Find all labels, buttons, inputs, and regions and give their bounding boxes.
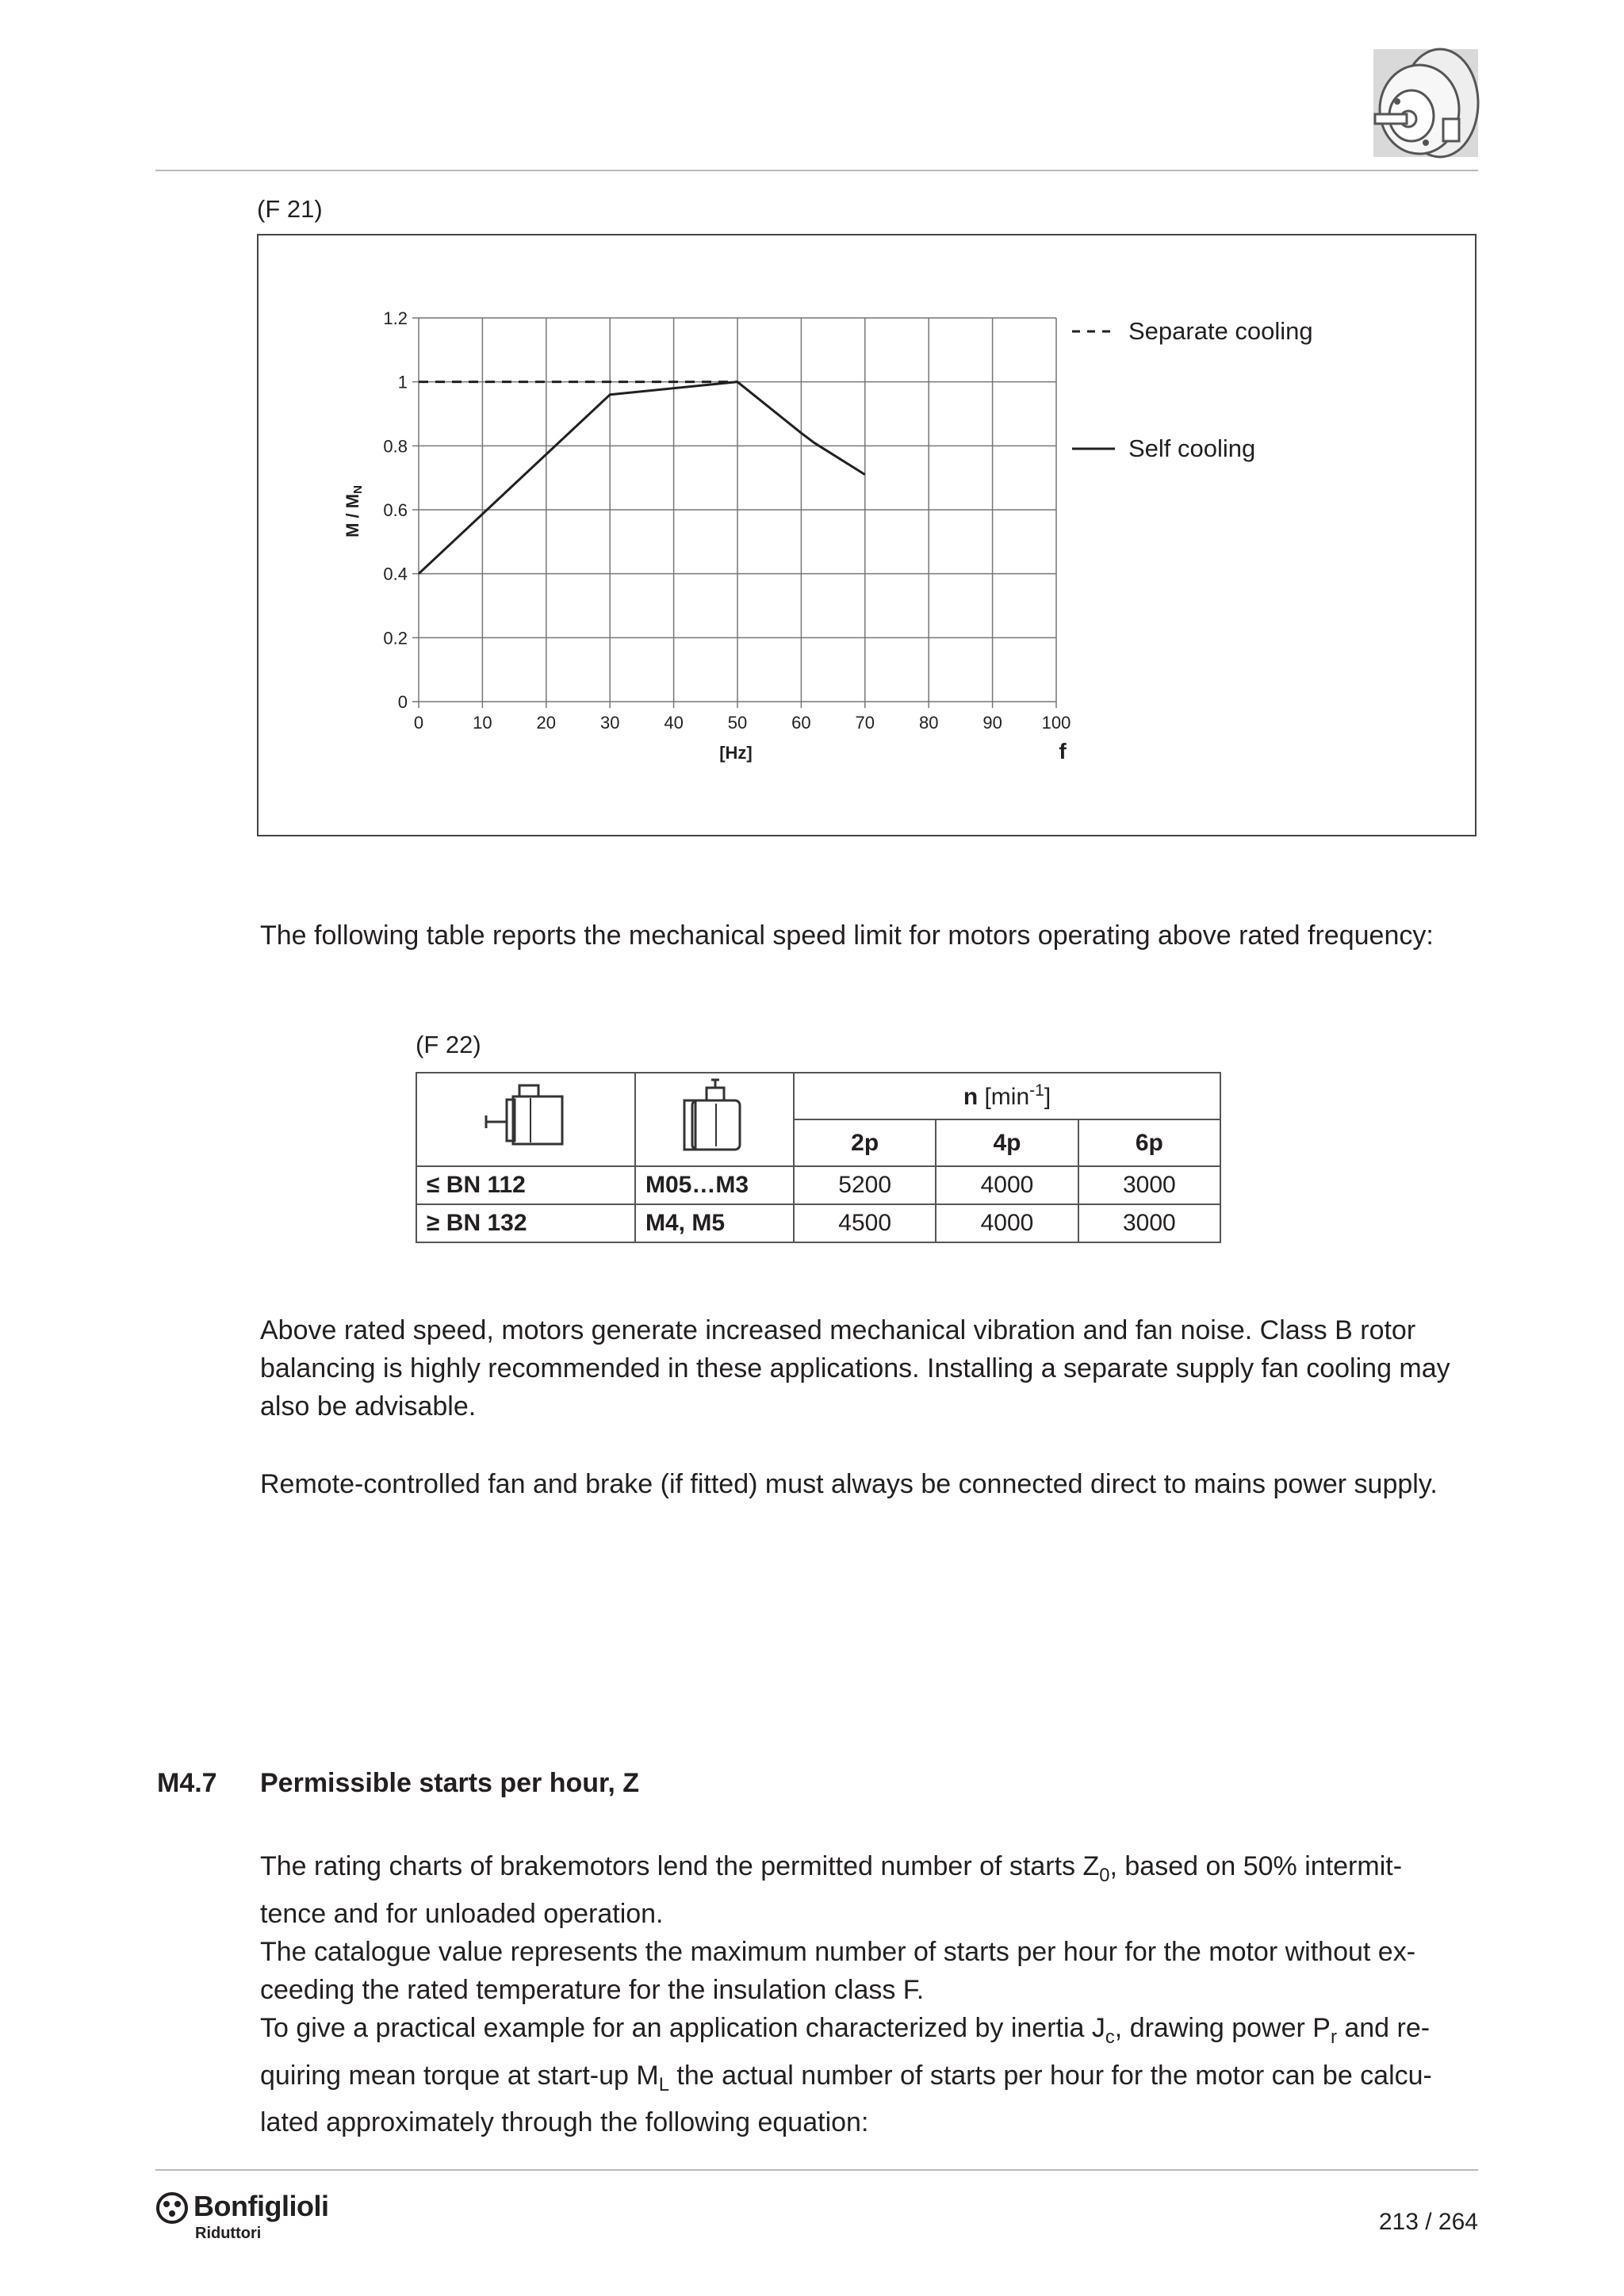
motor-size: ≤ BN 112 [416,1166,635,1204]
x-axis-ticks [414,713,1071,733]
speed-2p: 4500 [794,1204,936,1242]
chart-grid [412,318,1056,708]
brake-size: M4, M5 [635,1204,794,1242]
motor-vertical-icon-cell [635,1073,794,1166]
y-tick-label: 0.4 [383,564,408,584]
brake-size: M05…M3 [635,1166,794,1204]
motor-header-icon [1362,46,1481,160]
figure-label-f21: (F 21) [257,195,323,223]
x-tick-label: 90 [982,713,1002,733]
y-tick-label: 0.2 [383,628,408,649]
series-self-cooling-line [419,382,865,574]
bonfiglioli-logo-icon [155,2191,189,2225]
paragraph-remote-fan: Remote-controlled fan and brake (if fitted) must always be connected direct to mains power supply. [260,1469,1438,1499]
legend-self-cooling: Self cooling [1128,434,1256,462]
figure-label-f22: (F 22) [416,1031,481,1058]
brand-name: Bonfiglioli [193,2190,329,2222]
table-row [416,1204,1220,1242]
motor-size: ≥ BN 132 [416,1204,635,1242]
y-axis-label: M / MN [343,485,365,538]
page-number: 213 / 264 [1378,2209,1478,2235]
brand-subtitle: Riduttori [195,2225,262,2242]
paragraph-starts: The rating charts of brakemotors lend the permitted number of starts $Z_0$, based on 50% intermit- tence and for unloaded operation. The catalogue value represents the maximum number of starts per hour for the motor without ex- ceeding the rated temperature for the insulation class F. To give a practical example for an application characterized by inertia $J_c$, drawing power $P_r$ and re- quiring mean torque at start-up $M_L$ the actual number of starts per hour for the motor can be calcu- lated approximately through the following equation: [260,1851,1432,2138]
y-tick-label: 0.6 [383,500,408,520]
speed-4p: 4000 [936,1166,1078,1204]
speed-6p: 3000 [1078,1166,1220,1204]
motor-horizontal-icon-cell [416,1073,635,1166]
col-6p: 6p [1078,1119,1220,1166]
x-axis-unit: [Hz] [719,743,753,763]
section-title: Permissible starts per hour, Z [260,1768,640,1798]
x-axis-label: f [1059,739,1067,763]
x-tick-label: 10 [473,713,492,733]
section-number: M4.7 [157,1768,217,1798]
x-tick-label: 40 [664,713,684,733]
x-tick-label: 100 [1041,713,1071,733]
x-tick-label: 20 [536,713,557,733]
table-row [416,1166,1220,1204]
motor-vertical-icon [675,1077,754,1156]
x-tick-label: 80 [918,713,939,733]
torque-derating-chart [257,234,1477,836]
y-axis-ticks [383,308,408,712]
x-tick-label: 70 [855,713,875,733]
x-tick-label: 30 [599,713,620,733]
legend-separate-cooling: Separate cooling [1128,317,1313,345]
y-tick-label: 0.8 [383,436,408,457]
intro-text: The following table reports the mechanical speed limit for motors operating above rated frequency: [260,920,1434,951]
footer-rule [155,2169,1478,2171]
x-tick-label: 0 [413,713,424,733]
x-tick-label: 50 [727,713,748,733]
speed-6p: 3000 [1078,1204,1220,1242]
col-2p: 2p [794,1119,936,1166]
y-tick-label: 1.2 [383,308,408,328]
speed-2p: 5200 [794,1166,936,1204]
speed-header: n $[\min^{-1}]$ [794,1073,1220,1119]
y-tick-label: 1 [397,372,408,392]
paragraph-vibration: Above rated speed, motors generate increased mechanical vibration and fan noise. Class B rotor balancing is highly recommended in these applications. Installing a separate supply fan cooling may also be advisable. [260,1315,1450,1422]
col-4p: 4p [936,1119,1078,1166]
header-rule [155,170,1478,171]
x-tick-label: 60 [791,713,811,733]
speed-limit-table [416,1072,1221,1243]
motor-horizontal-icon [478,1081,573,1152]
speed-4p: 4000 [936,1204,1078,1242]
chart-series [419,382,865,574]
y-tick-label: 0 [397,692,408,712]
